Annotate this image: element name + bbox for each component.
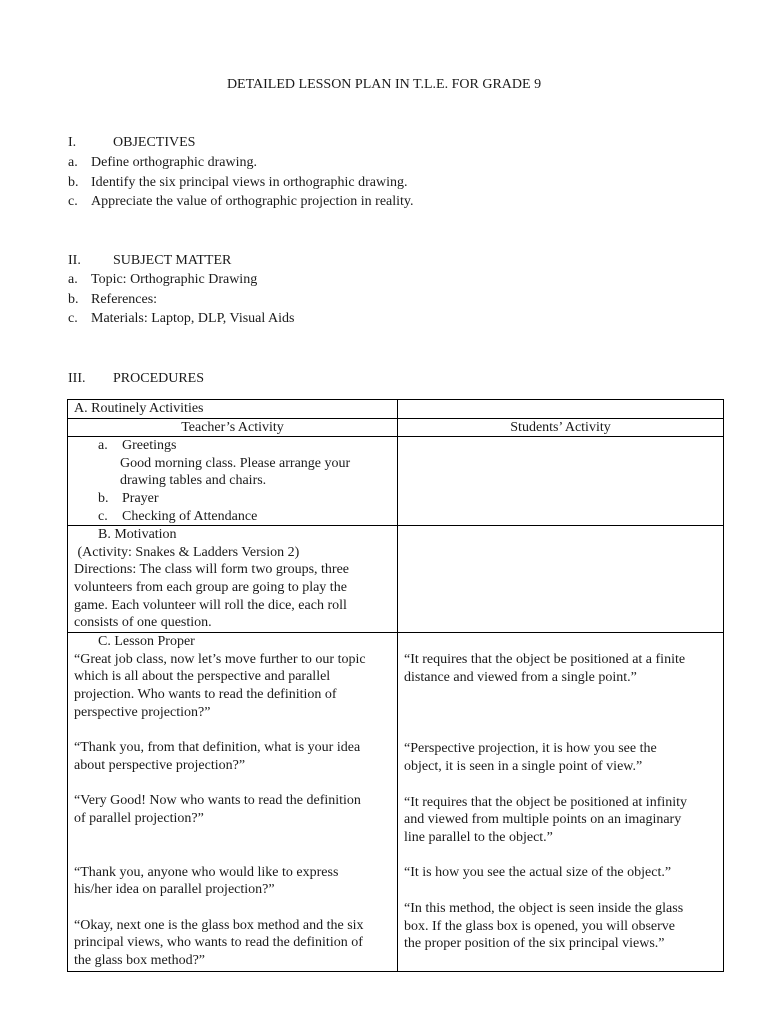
teacher-line: “Great job class, now let’s move further to our topic [74,651,366,667]
list-item [74,490,391,508]
student-line: “Perspective projection, it is how you see the [404,741,657,757]
student-line: “In this method, the object is seen inside the glass [404,900,684,916]
list-item: Appreciate the value of orthographic projection in reality. [91,194,414,209]
procedures-table [67,399,724,972]
motivation-directions: game. Each volunteer will roll the dice, each roll [74,597,347,613]
list-item-letter: a. [98,438,108,454]
teacher-activity-header: Teacher’s Activity [68,418,398,437]
student-line: line parallel to the object.” [404,829,553,845]
table-row [68,437,724,526]
teacher-line: “Very Good! Now who wants to read the definition [74,793,361,809]
teacher-line: his/her idea on parallel projection?” [74,882,275,898]
page-title: DETAILED LESSON PLAN IN T.L.E. FOR GRADE 9 [226,77,542,92]
student-line: the proper position of the six principal views.” [404,936,665,952]
teacher-line: “Okay, next one is the glass box method and the six [74,917,364,933]
list-item-letter: c. [98,508,108,524]
section-number-procedures: III. [68,371,86,386]
lesson-proper-heading: C. Lesson Proper [98,634,195,650]
motivation-cell [68,526,398,633]
teacher-line: “Thank you, from that definition, what is your idea [74,740,361,756]
motivation-directions: volunteers from each group are going to play the [74,579,347,595]
greetings-label: Greetings [122,438,177,454]
student-line: distance and viewed from a single point.” [404,669,637,685]
motivation-directions: consists of one question. [74,615,212,631]
teacher-line: which is all about the perspective and parallel [74,669,331,685]
table-row [68,400,724,419]
section-number-subject-matter: II. [68,253,81,268]
teacher-line: projection. Who wants to read the definition of [74,686,337,702]
teacher-line: about perspective projection?” [74,757,246,773]
section-title-subject-matter: SUBJECT MATTER [113,253,232,268]
motivation-directions: Directions: The class will form two groups, three [74,562,350,578]
list-item-letter: a. [68,272,78,287]
section-title-procedures: PROCEDURES [113,371,205,386]
table-cell-empty [398,437,724,526]
list-item-letter: b. [68,292,79,307]
student-line: “It requires that the object be positioned at infinity [404,794,688,810]
teacher-line: “Thank you, anyone who would like to express [74,864,339,880]
students-activity-header: Students’ Activity [398,418,724,437]
student-line: object, it is seen in a single point of view.” [404,758,643,774]
list-item: Topic: Orthographic Drawing [91,272,258,287]
section-number-objectives: I. [68,135,77,150]
section-title-objectives: OBJECTIVES [113,135,196,150]
table-row [68,526,724,633]
list-item: Identify the six principal views in orthographic drawing. [91,175,408,190]
greetings-text: Good morning class. Please arrange your [120,455,351,471]
list-item: Define orthographic drawing. [91,155,257,170]
list-item: References: [91,292,158,307]
attendance-label: Checking of Attendance [122,508,258,524]
table-cell-empty [398,400,724,419]
routine-cell [68,437,398,526]
prayer-label: Prayer [122,490,159,506]
list-item-letter: b. [68,175,79,190]
table-cell-empty [398,526,724,633]
list-item-letter: b. [98,490,109,506]
list-item-letter: c. [68,311,78,326]
list-item-letter: c. [68,194,78,209]
student-line: “It requires that the object be positioned at a finite [404,652,686,668]
list-item [74,437,391,455]
teacher-line: principal views, who wants to read the definition of [74,935,363,951]
lesson-proper-students-cell [398,633,724,972]
teacher-line: perspective projection?” [74,704,211,720]
table-row [68,633,724,972]
student-line: and viewed from multiple points on an imaginary [404,812,682,828]
list-item: Materials: Laptop, DLP, Visual Aids [91,311,295,326]
student-line: “It is how you see the actual size of the object.” [404,865,672,881]
motivation-activity: (Activity: Snakes & Ladders Version 2) [74,544,300,560]
list-item [74,508,391,526]
motivation-heading: B. Motivation [98,527,177,543]
teacher-line: the glass box method?” [74,952,206,968]
greetings-text: drawing tables and chairs. [120,473,267,489]
student-line: box. If the glass box is opened, you will observe [404,918,676,934]
teacher-line: of parallel projection?” [74,810,204,826]
lesson-proper-teacher-cell [68,633,398,972]
routinely-activities-heading: A. Routinely Activities [68,400,398,419]
table-header-row [68,418,724,437]
list-item-letter: a. [68,155,78,170]
